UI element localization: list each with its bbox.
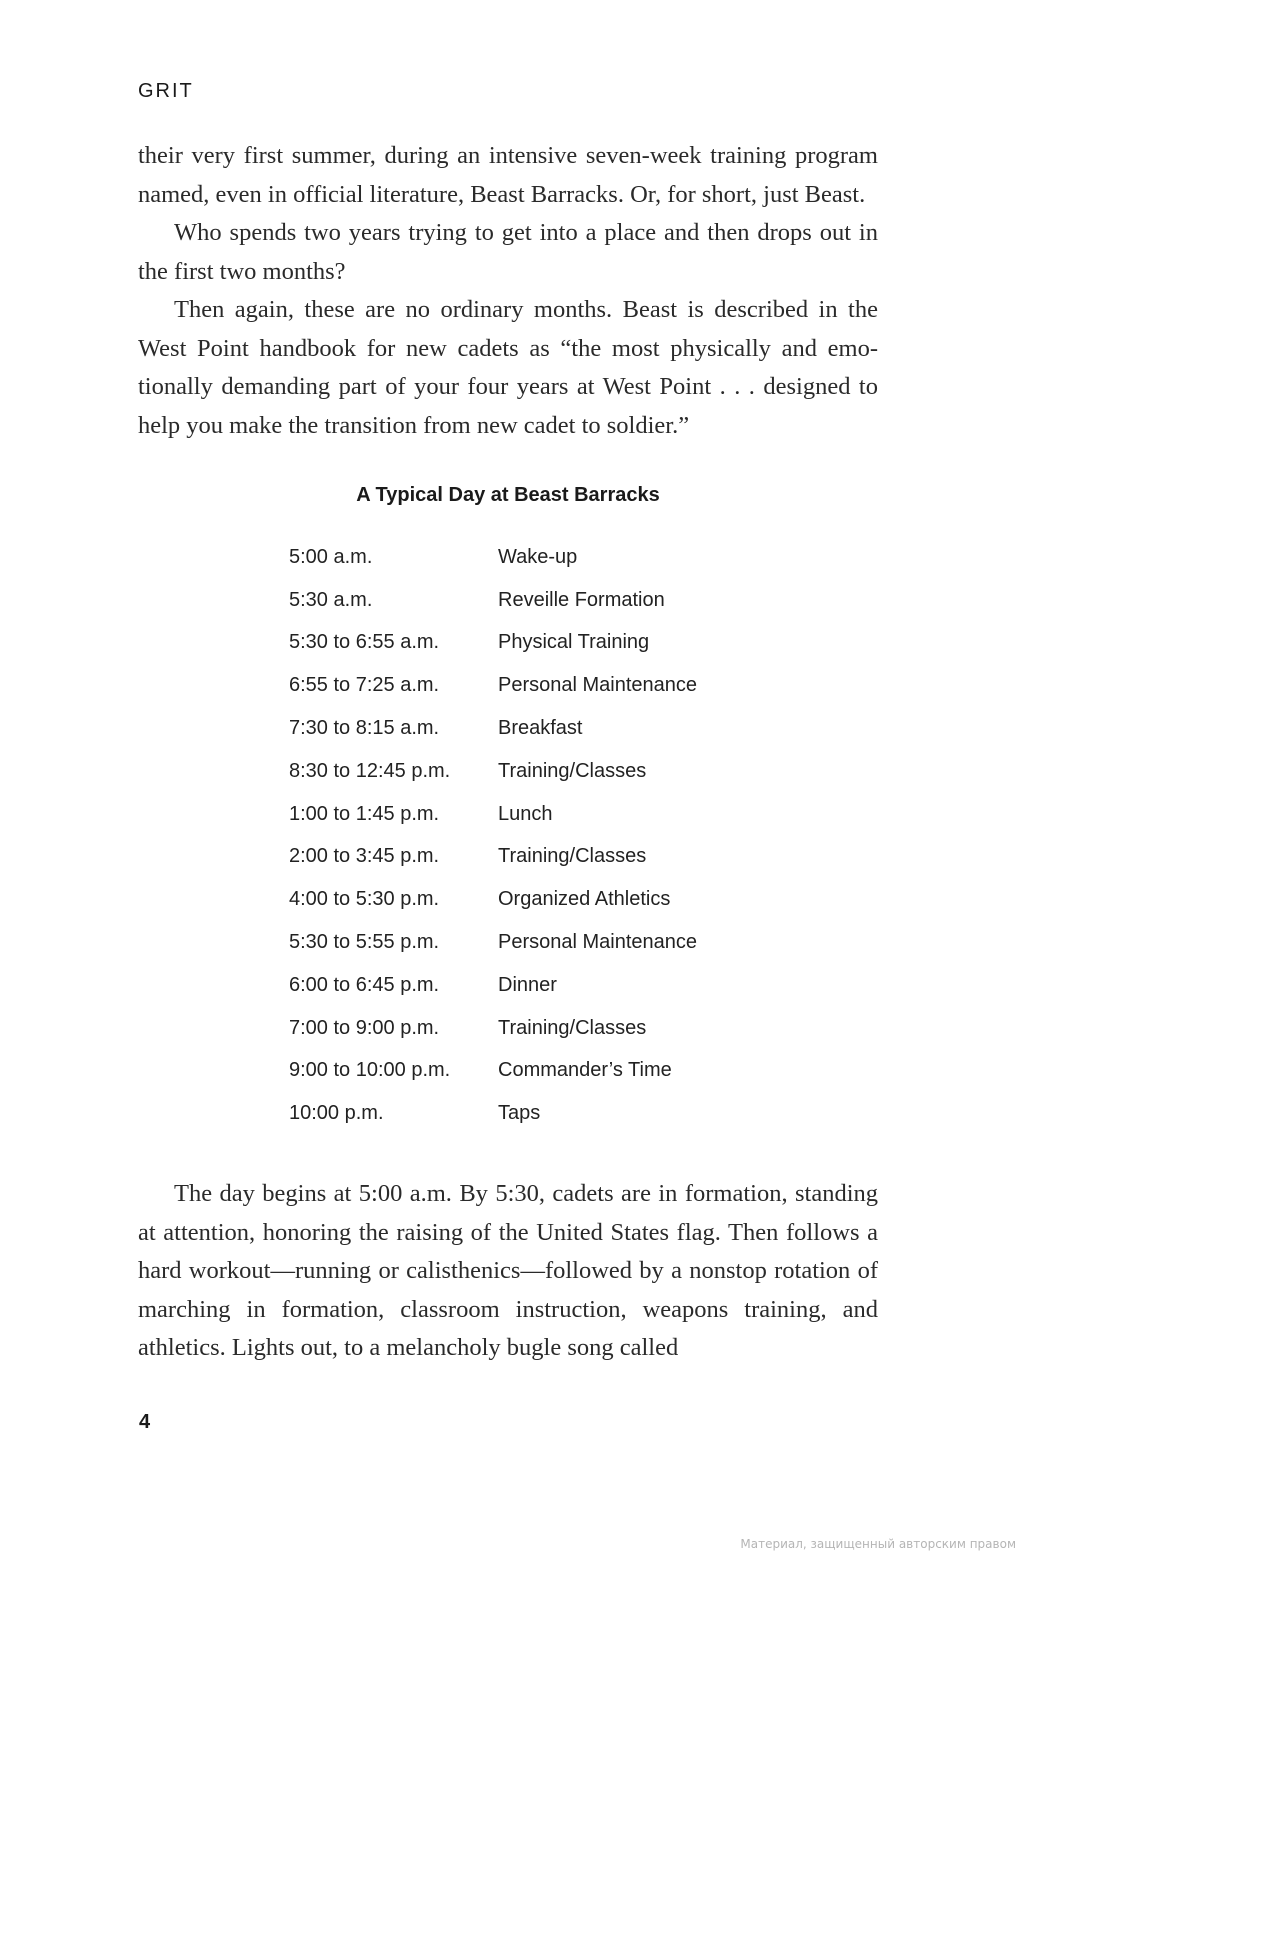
schedule-time: 5:30 a.m. bbox=[289, 588, 373, 611]
schedule-time: 8:30 to 12:45 p.m. bbox=[289, 759, 451, 782]
schedule-activity: Dinner bbox=[498, 973, 557, 996]
schedule-activity: Personal Maintenance bbox=[498, 674, 698, 697]
schedule-activity: Breakfast bbox=[498, 717, 583, 740]
schedule-time: 2:00 to 3:45 p.m. bbox=[289, 845, 440, 868]
schedule-activity: Commander’s Time bbox=[498, 1059, 672, 1082]
copyright-watermark: Материал, защищенный авторским правом bbox=[740, 1537, 1016, 1551]
schedule-time: 5:30 to 6:55 a.m. bbox=[289, 631, 440, 654]
schedule-table bbox=[289, 536, 697, 1135]
schedule-row bbox=[289, 793, 697, 836]
schedule-activity: Organized Athletics bbox=[498, 888, 671, 911]
paragraph-continuation: their very first summer, during an intensive seven-week training program named, even in official literature, Beast Barracks. Or, for short, just Beast. bbox=[138, 142, 878, 208]
schedule-time: 5:30 to 5:55 p.m. bbox=[289, 931, 440, 954]
schedule-time: 7:30 to 8:15 a.m. bbox=[289, 717, 440, 740]
schedule-activity: Reveille Formation bbox=[498, 588, 665, 611]
schedule-time: 5:00 a.m. bbox=[289, 545, 373, 568]
schedule-row bbox=[289, 921, 697, 964]
schedule-activity: Physical Training bbox=[498, 631, 650, 654]
schedule-title: A Typical Day at Beast Barracks bbox=[356, 484, 660, 506]
page-number: 4 bbox=[139, 1411, 151, 1433]
paragraph-question: Who spends two years trying to get into a place and then drops out in the first two months? bbox=[138, 219, 878, 285]
schedule-activity: Personal Maintenance bbox=[498, 931, 698, 954]
schedule-activity: Lunch bbox=[498, 802, 553, 825]
schedule-activity: Training/Classes bbox=[498, 759, 647, 782]
schedule-row bbox=[289, 1007, 697, 1050]
schedule-row bbox=[289, 707, 697, 750]
schedule-time: 6:55 to 7:25 a.m. bbox=[289, 674, 440, 697]
schedule-time: 7:00 to 9:00 p.m. bbox=[289, 1016, 440, 1039]
schedule-time: 6:00 to 6:45 p.m. bbox=[289, 973, 440, 996]
schedule-row bbox=[289, 1092, 697, 1135]
schedule-row bbox=[289, 750, 697, 793]
running-head: GRIT bbox=[138, 80, 194, 102]
schedule-time: 1:00 to 1:45 p.m. bbox=[289, 802, 440, 825]
schedule-row bbox=[289, 579, 697, 622]
schedule-row bbox=[289, 964, 697, 1007]
schedule-activity: Training/Classes bbox=[498, 1016, 647, 1039]
schedule-activity: Training/Classes bbox=[498, 845, 647, 868]
schedule-row bbox=[289, 878, 697, 921]
schedule-row bbox=[289, 664, 697, 707]
schedule-time: 9:00 to 10:00 p.m. bbox=[289, 1059, 451, 1082]
schedule-row bbox=[289, 622, 697, 665]
schedule-activity: Taps bbox=[498, 1102, 541, 1125]
schedule-row bbox=[289, 836, 697, 879]
paragraph-day-description: The day begins at 5:00 a.m. By 5:30, cadets are in formation, standing at attention, honoring the raising of the United States flag. Then follows a hard workout—running or calisthenics—followed by a nonstop rotation of marching in formation, classroom instruction, weapons training, and athletics. Lights out, to a melancholy bugle song called bbox=[138, 1180, 878, 1361]
schedule-activity: Wake-up bbox=[498, 545, 578, 568]
schedule-row bbox=[289, 536, 697, 579]
schedule-time: 4:00 to 5:30 p.m. bbox=[289, 888, 440, 911]
paragraph-handbook: Then again, these are no ordinary months. Beast is described in the West Point handbook for new cadets as “the most physically and emotionally demanding part of your four years at West Point . . . designed to help you make the transition from new cadet to soldier.” bbox=[138, 296, 878, 439]
schedule-time: 10:00 p.m. bbox=[289, 1102, 384, 1125]
schedule-row bbox=[289, 1050, 697, 1093]
